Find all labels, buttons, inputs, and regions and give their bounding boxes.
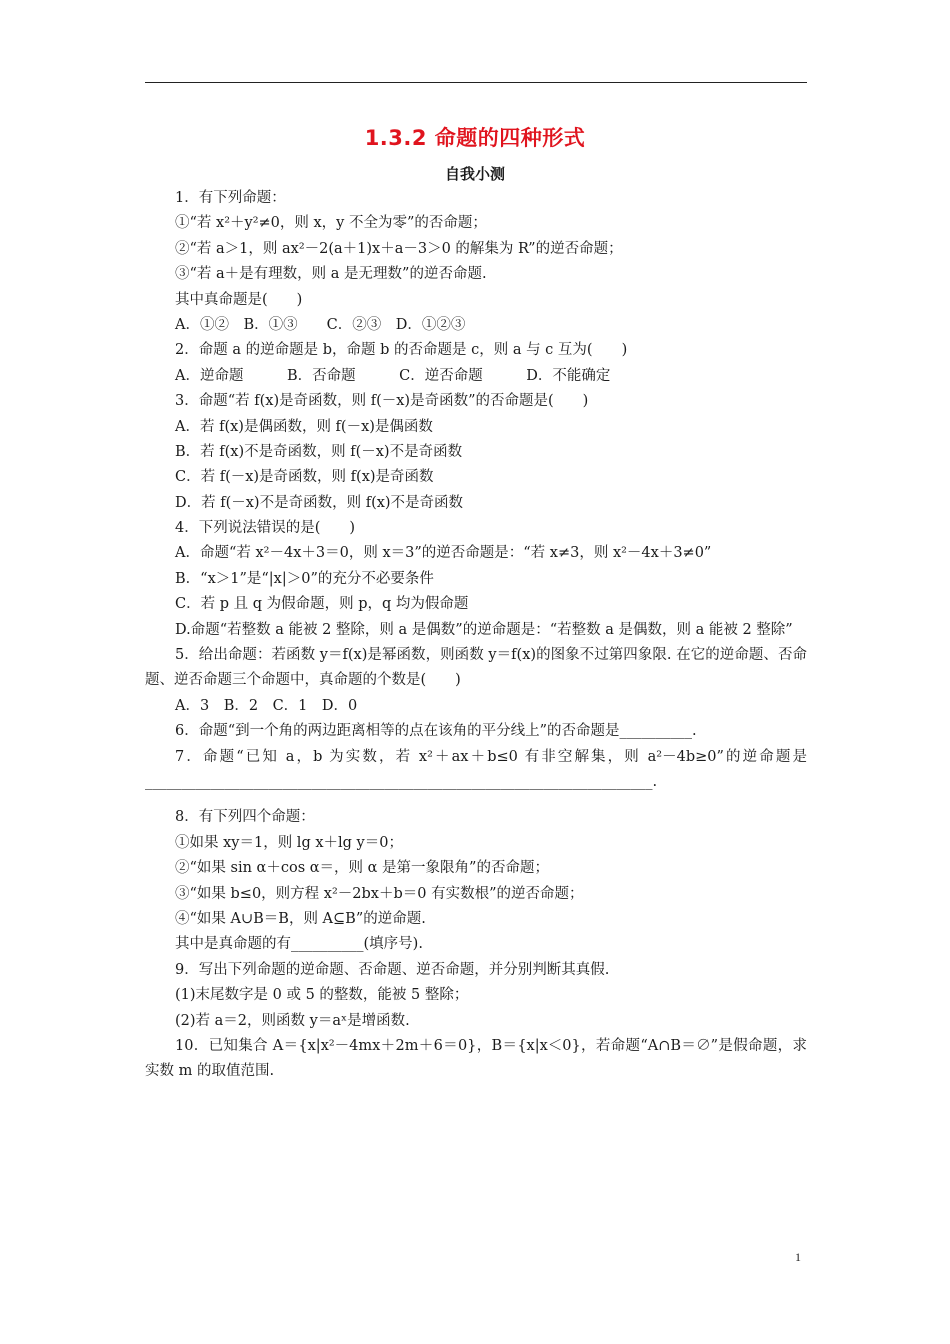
text-line: A．逆命题 B．否命题 C．逆否命题 D．不能确定	[175, 367, 611, 384]
text-line: ②“若 a＞1，则 ax²－2(a＋1)x＋a－3＞0 的解集为 R”的逆否命题；	[175, 240, 623, 257]
text-line: B．若 f(x)不是奇函数，则 f(－x)不是奇函数	[175, 443, 463, 460]
text-line: A．若 f(x)是偶函数，则 f(－x)是偶函数	[175, 418, 433, 435]
text-line: (1)末尾数字是 0 或 5 的整数，能被 5 整除；	[175, 987, 469, 1004]
text-line: A．命题“若 x²－4x＋3＝0，则 x＝3”的逆否命题是：“若 x≠3，则 x²－4x＋3≠0”	[175, 545, 712, 562]
spacer	[145, 795, 807, 805]
text-line: 其中是真命题的有__________(填序号).	[175, 936, 423, 953]
text-line: 3．命题“若 f(x)是奇函数，则 f(－x)是奇函数”的否命题是( )	[175, 393, 589, 410]
section-subtitle: 自我小测	[444, 165, 505, 183]
text-line: ①如果 xy＝1，则 lg x＋lg y＝0；	[175, 834, 403, 851]
text-line: 4．下列说法错误的是( )	[175, 520, 356, 537]
exercise-content	[145, 186, 807, 1085]
text-line: 6．命题“到一个角的两边距离相等的点在该角的平分线上”的否命题是__________.	[175, 723, 697, 740]
text-line: ③“若 a＋是有理数，则 a 是无理数”的逆否命题.	[175, 266, 487, 283]
text-line: 其中真命题是( )	[175, 291, 303, 308]
text-line: 8．有下列四个命题：	[175, 809, 315, 826]
text-line: 1．有下列命题：	[175, 190, 286, 206]
text-line: 9．写出下列命题的逆命题、否命题、逆否命题，并分别判断其真假.	[175, 961, 610, 978]
text-line: (2)若 a＝2，则函数 y＝aˣ是增函数.	[175, 1012, 410, 1029]
page-number: 1	[795, 1250, 801, 1264]
text-line: D.命题“若整数 a 能被 2 整除，则 a 是偶数”的逆命题是：“若整数 a 是偶数，则 a 能被 2 整除”	[175, 621, 793, 638]
text-line: D．若 f(－x)不是奇函数，则 f(x)不是奇函数	[175, 494, 464, 511]
header-rule	[145, 82, 807, 83]
text-line: 7．命题“已知 a，b 为实数，若 x²＋ax＋b≤0 有非空解集，则 a²－4b≥0”的逆命题是______________________________________________________________________.	[145, 748, 807, 791]
text-line: A．①② B．①③ C．②③ D．①②③	[175, 316, 466, 333]
text-line: ③“如果 b≤0，则方程 x²－2bx＋b＝0 有实数根”的逆否命题；	[175, 885, 584, 902]
text-line: ②“如果 sin α＋cos α＝，则 α 是第一象限角”的否命题；	[175, 860, 549, 877]
text-line: A．3 B．2 C．1 D．0	[175, 697, 358, 714]
text-line: B．“x＞1”是“|x|＞0”的充分不必要条件	[175, 570, 434, 587]
text-line: C．若 f(－x)是奇函数，则 f(x)是奇函数	[175, 469, 434, 486]
text-line: ④“如果 A∪B＝B，则 A⊆B”的逆命题.	[175, 911, 426, 928]
text-line: 2．命题 a 的逆命题是 b，命题 b 的否命题是 c，则 a 与 c 互为( )	[175, 342, 628, 359]
page-title: 1.3.2 命题的四种形式	[364, 126, 586, 150]
text-line: C．若 p 且 q 为假命题，则 p，q 均为假命题	[175, 596, 469, 613]
text-line: 5．给出命题：若函数 y＝f(x)是幂函数，则函数 y＝f(x)的图象不过第四象限. 在它的逆命题、否命题、逆否命题三个命题中，真命题的个数是( )	[145, 647, 807, 689]
text-line: ①“若 x²＋y²≠0，则 x，y 不全为零”的否命题；	[175, 215, 487, 232]
text-line: 10．已知集合 A＝{x|x²－4mx＋2m＋6＝0}，B＝{x|x＜0}，若命题“A∩B＝∅”是假命题，求实数 m 的取值范围.	[145, 1037, 807, 1080]
